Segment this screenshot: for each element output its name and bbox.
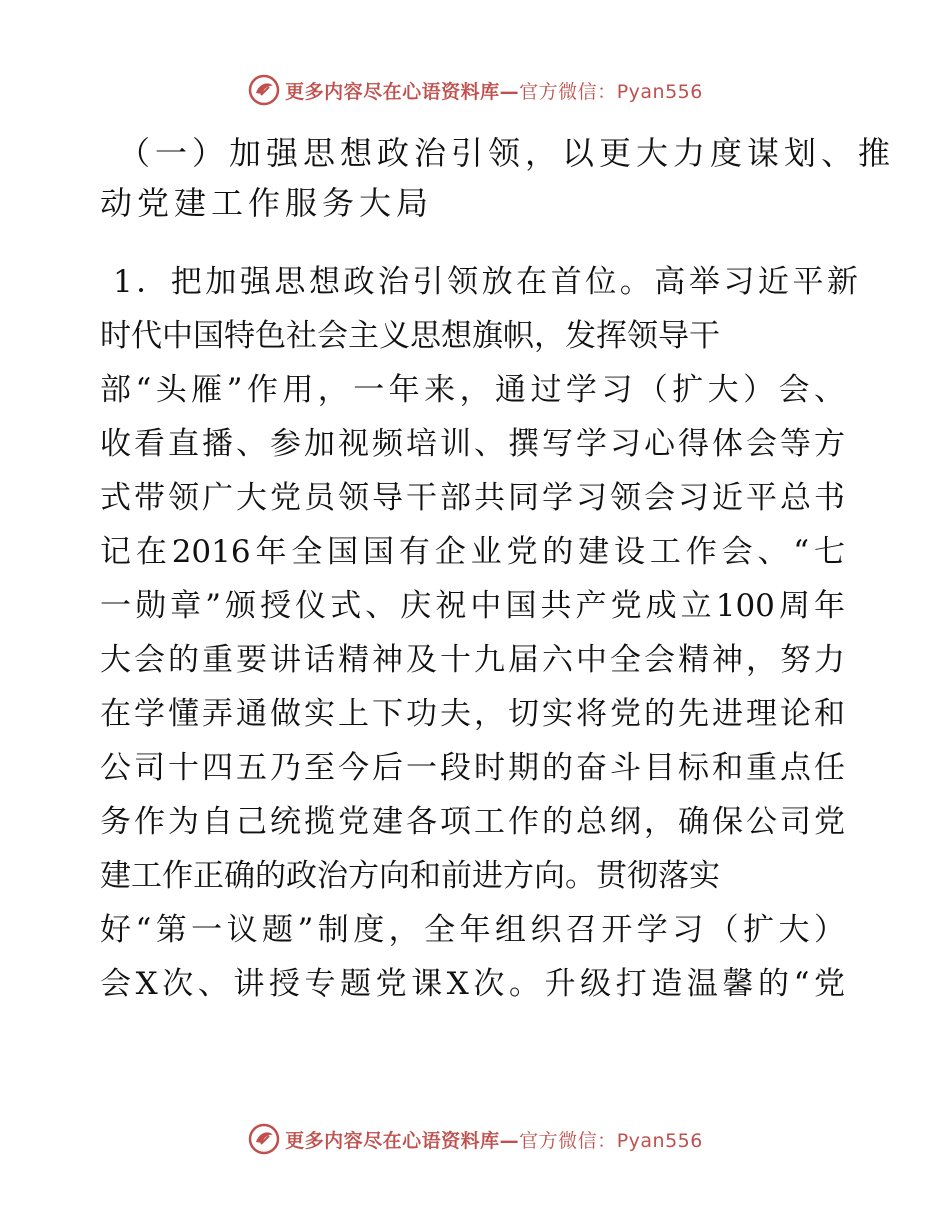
footer-watermark — [0, 1119, 950, 1159]
brand-logo-icon — [247, 1122, 281, 1156]
paragraph-line: 记在2016年全国国有企业党的建设工作会、“七 — [100, 534, 845, 570]
watermark-text: 更多内容尽在心语资料库—官方微信：Pyan556 — [285, 1129, 703, 1152]
paragraph-line: 收看直播、参加视频培训、撰写学习心得体会等方 — [100, 426, 845, 462]
paragraph-line: 时代中国特色社会主义思想旗帜，发挥领导干 — [100, 318, 720, 354]
paragraph-line: 一勋章”颁授仪式、庆祝中国共产党成立100周年 — [100, 588, 845, 624]
paragraph-line: 式带领广大党员领导干部共同学习领会习近平总书 — [100, 480, 845, 516]
heading-line: 动党建工作服务大局 — [100, 184, 434, 222]
paragraph-line: 会X次、讲授专题党课X次。升级打造温馨的“党 — [100, 966, 845, 1002]
paragraph-line: 1．把加强思想政治引领放在首位。高举习近平新 — [113, 264, 858, 300]
watermark-text: 更多内容尽在心语资料库—官方微信：Pyan556 — [285, 80, 703, 103]
paragraph-line: 部“头雁”作用，一年来，通过学习（扩大）会、 — [100, 372, 845, 408]
paragraph-line: 建工作正确的政治方向和前进方向。贯彻落实 — [100, 858, 720, 894]
header-watermark — [0, 70, 950, 110]
paragraph-line: 大会的重要讲话精神及十九届六中全会精神，努力 — [100, 642, 845, 678]
paragraph-line: 公司十四五乃至今后一段时期的奋斗目标和重点任 — [100, 750, 845, 786]
paragraph-line: 务作为自己统揽党建各项工作的总纲，确保公司党 — [100, 804, 845, 840]
brand-logo-icon — [247, 73, 281, 107]
paragraph-line: 好“第一议题”制度，全年组织召开学习（扩大） — [100, 912, 845, 948]
paragraph-line: 在学懂弄通做实上下功夫，切实将党的先进理论和 — [100, 696, 845, 732]
heading-line: （一）加强思想政治引领，以更大力度谋划、推 — [118, 134, 896, 172]
body-paragraph — [0, 255, 950, 1011]
section-heading — [0, 128, 950, 228]
